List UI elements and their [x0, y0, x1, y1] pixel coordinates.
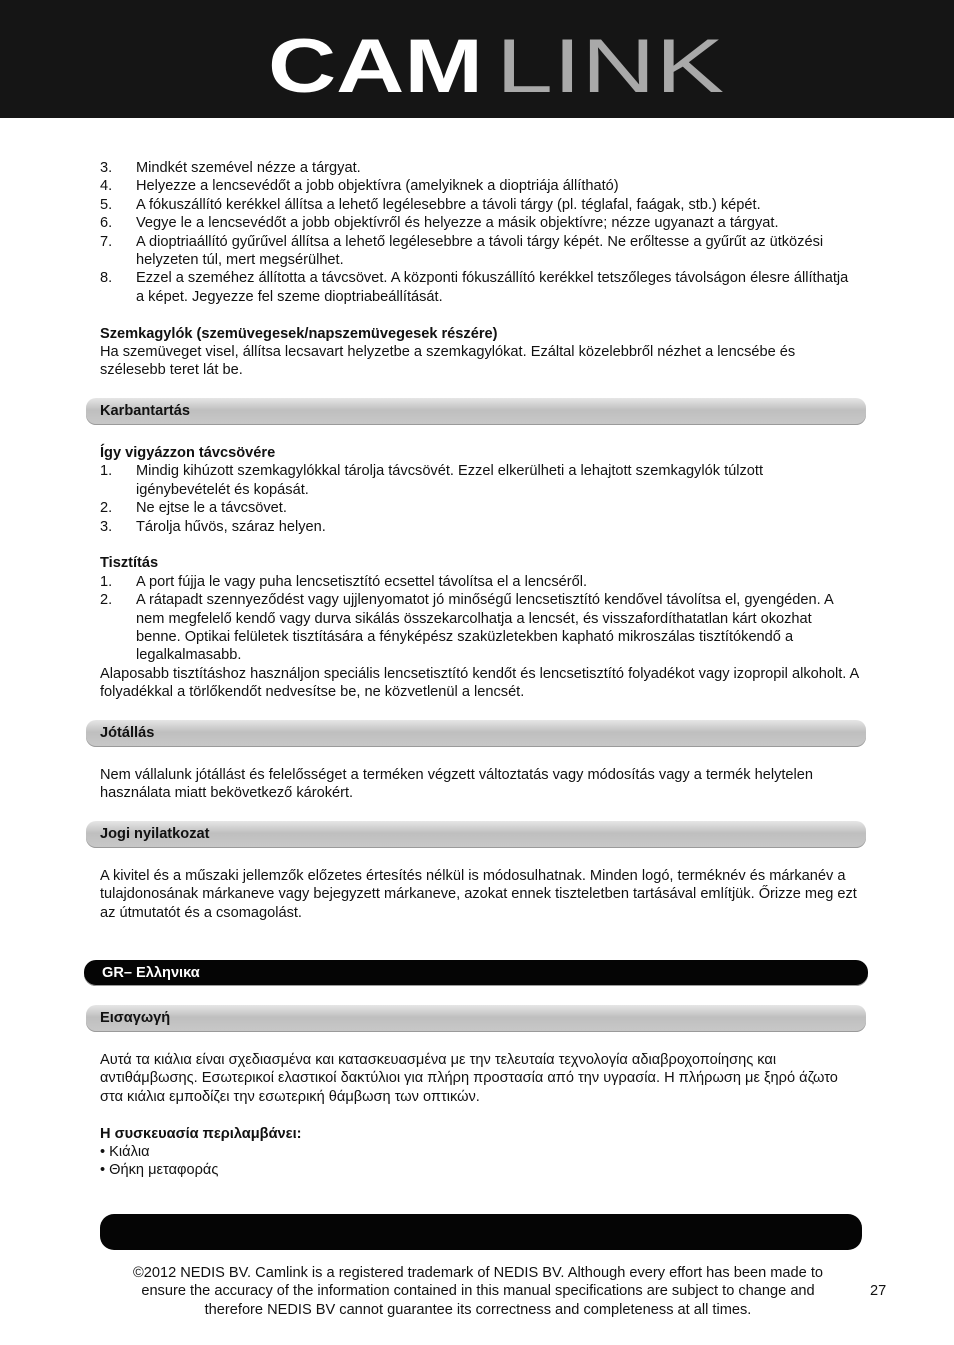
cleaning-list — [100, 573, 860, 665]
eyecups-text: Ha szemüveget visel, állítsa lecsavart helyzetbe a szemkagylókat. Ezáltal közelebbről nézhet a lencsébe és szélesebb teret lát be. — [100, 344, 796, 379]
list-item: 1. A port fújja le vagy puha lencsetisztító ecsettel távolítsa el a lencséről. — [100, 573, 588, 590]
section-title: Εισαγωγή — [100, 1010, 171, 1026]
footer-copyright: ©2012 NEDIS BV. Camlink is a registered trademark of NEDIS BV. Although every effort has been made to ensure the accuracy of the information contained in this manual specifications are subject to change and therefore NEDIS BV cannot guarantee its correctness and completeness at all times. — [133, 1265, 823, 1318]
list-item: 6. Vegye le a lencsevédőt a jobb objektívről és helyezze a másik objektívre; nézze ugyanazt a tárgyat. — [100, 215, 779, 232]
section-title: Jótállás — [100, 725, 155, 741]
page-number: 27 — [870, 1283, 887, 1299]
section-bar-intro — [86, 1005, 866, 1032]
camlink-logo — [268, 32, 728, 102]
care-list — [100, 462, 860, 536]
list-item: 2. Ne ejtse le a távcsövet. — [100, 500, 287, 517]
section-bar-warranty — [86, 720, 866, 747]
footer-bar — [100, 1214, 862, 1250]
language-title: GR– Ελληνικα — [102, 965, 200, 981]
intro-section — [100, 1051, 860, 1180]
list-item: 2. A rátapadt szennyeződést vagy ujjlenyomatot jó minőségű lencsetisztító kendővel távolítsa el, gyengéden. A nem megfelelő kendő vagy durva sikálás összekarcolhatja a lencsét, és visszafordíthatatlan kárt okozhat benne. Optikai felületek tisztítására a fényképész szaküzletekben kapható mikroszálas tisztítókendő a legalkalmasabb. — [100, 592, 833, 664]
section-title: Karbantartás — [100, 403, 191, 419]
list-item: 5. A fókuszállító kerékkel állítsa a lehető legélesebbre a távoli tárgy (pl. téglafal, faágak, stb.) képét. — [100, 196, 761, 213]
care-heading: Így vigyázzon távcsövére — [100, 445, 276, 461]
logo-part-link: LINK — [496, 32, 724, 102]
logo-part-cam: CAM — [268, 32, 483, 102]
eyecups-heading: Szemkagylók (szemüvegesek/napszemüvegesek részére) — [100, 325, 498, 342]
list-item: 1. Mindig kihúzott szemkagylókkal tárolja távcsövét. Ezzel elkerülheti a lehajtott szemkagylók túlzott igénybevételét és kopását. — [100, 463, 764, 498]
section-bar-maintenance — [86, 398, 866, 425]
cleaning-text: Alaposabb tisztításhoz használjon speciális lencsetisztító kendőt és lencsetisztító folyadékot vagy izopropil alkoholt. A folyadékkal a törlőkendőt nedvesítse be, ne közvetlenül a lencsét. — [100, 665, 859, 701]
disclaimer-text: A kivitel és a műszaki jellemzők előzetes értesítés nélkül is módosulhatnak. Minden logó, terméknév és márkanév a tulajdonosának márkaneve vagy bejegyzett márkaneve, azokat ennek tiszteletben tartásával említjük. Őrizze meg ezt az útmutatót és a csomagolást. — [100, 868, 857, 921]
list-item: 7. A dioptriaállító gyűrűvel állítsa a lehető legélesebbre a távoli tárgy képét. Ne erőltesse a gyűrűt az ütközési helyzeten túl, mert megsérülhet. — [100, 233, 824, 269]
list-item: 4. Helyezze a lencsevédőt a jobb objektívra (amelyiknek a dioptriája állítható) — [100, 178, 619, 195]
section-title: Jogi nyilatkozat — [100, 826, 210, 842]
section-bar-disclaimer — [86, 821, 866, 848]
steps-section — [100, 159, 860, 380]
care-section — [100, 444, 860, 702]
warranty-text: Nem vállalunk jótállást és felelősséget a terméken végzett változtatás vagy módosítás vagy a termék helytelen használata miatt bekövetkező károkért. — [100, 767, 814, 802]
language-bar-greek — [84, 960, 868, 986]
intro-text: Αυτά τα κιάλια είναι σχεδιασμένα και κατασκευασμένα με την τελευταία τεχνολογία αδιαβροχοποίησης και αντιθάμβωσης. Εσωτερικοί ελαστικοί δακτύλιοι για πλήρη προστασία από την υγρασία. Η πλήρωση με ξηρό άζωτο στα κιάλια εμποδίζει την εσωτερική θάμβωση των οπτικών. — [100, 1052, 838, 1105]
steps-list — [100, 159, 860, 306]
list-item: 3. Tárolja hűvös, száraz helyen. — [100, 518, 326, 535]
list-item: • Θήκη μεταφοράς — [100, 1162, 219, 1179]
list-item: 3. Mindkét szemével nézze a tárgyat. — [100, 160, 361, 176]
cleaning-heading: Tisztítás — [100, 555, 159, 572]
list-item: • Κιάλια — [100, 1144, 150, 1161]
page-header — [0, 0, 954, 118]
package-heading: Η συσκευασία περιλαμβάνει: — [100, 1125, 302, 1142]
list-item: 8. Ezzel a szeméhez állította a távcsövet. A központi fókuszállító kerékkel tetszőleges távolságon élesre állíthatja a képet. Jegyezze fel szeme dioptriabeállítását. — [100, 270, 849, 305]
